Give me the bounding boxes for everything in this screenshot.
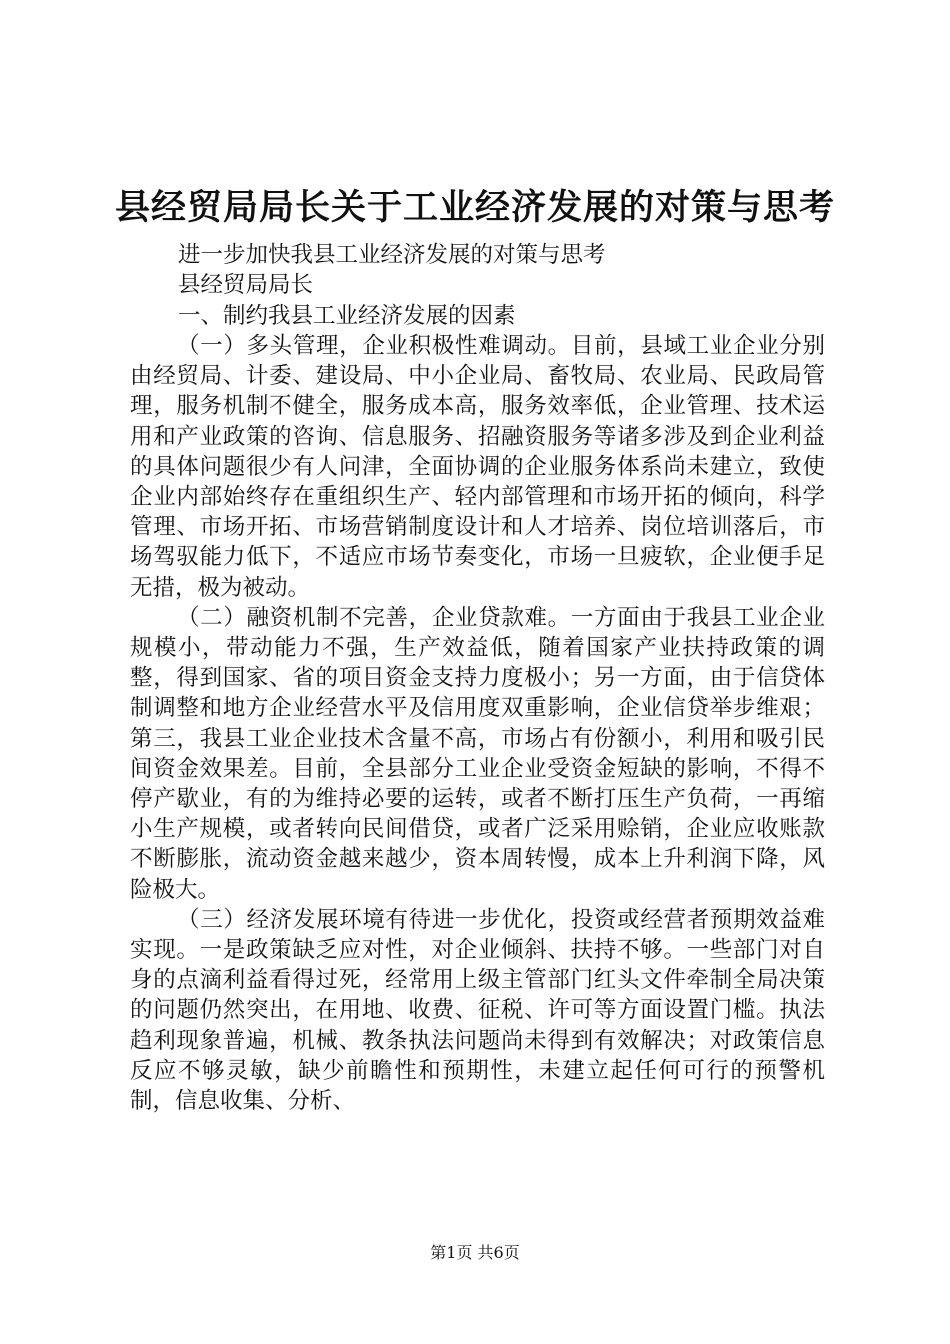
paragraph-3: （三）经济发展环境有待进一步优化，投资或经营者预期效益难实现。一是政策缺乏应对性，对企业倾斜、扶持不够。一些部门对自身的点滴利益看得过死，经常用上级主管部门红头文件牵制全局决策的问题仍然突出，在用地、收费、征税、许可等方面设置门槛。执法趋利现象普遍，机械、教条执法问题尚未得到有效解决；对政策信息反应不够灵敏，缺少前瞻性和预期性，未建立起任何可行的预警机制，信息收集、分析、 bbox=[130, 906, 825, 1115]
section-heading: 一、制约我县工业经济发展的因素 bbox=[178, 303, 516, 329]
page-footer: 第1页 共6页 bbox=[430, 1243, 520, 1262]
document-subtitle: 进一步加快我县工业经济发展的对策与思考 bbox=[178, 242, 606, 268]
paragraph-2: （二）融资机制不完善，企业贷款难。一方面由于我县工业企业规模小，带动能力不强，生产效益低，随着国家产业扶持政策的调整，得到国家、省的项目资金支持力度极小；另一方面，由于信贷体制调整和地方企业经营水平及信用度双重影响，企业信贷举步维艰；第三，我县工业企业技术含量不高，市场占有份额小，利用和吸引民间资金效果差。目前，全县部分工业企业受资金短缺的影响，不得不停产歇业，有的为维持必要的运转，或者不断打压生产负荷，一再缩小生产规模，或者转向民间借贷，或者广泛采用赊销，企业应收账款不断膨胀，流动资金越来越少，资本周转慢，成本上升利润下降，风险极大。 bbox=[130, 604, 825, 903]
document-author: 县经贸局局长 bbox=[178, 272, 314, 298]
paragraph-1: （一）多头管理，企业积极性难调动。目前，县域工业企业分别由经贸局、计委、建设局、中小企业局、畜牧局、农业局、民政局管理，服务机制不健全，服务成本高，服务效率低，企业管理、技术运用和产业政策的咨询、信息服务、招融资服务等诸多涉及到企业利益的具体问题很少有人问津，全面协调的企业服务体系尚未建立，致使企业内部始终存在重组织生产、轻内部管理和市场开拓的倾向，科学管理、市场开拓、市场营销制度设计和人才培养、岗位培训落后，市场驾驭能力低下，不适应市场节奏变化，市场一旦疲软，企业便手足无措，极为被动。 bbox=[130, 333, 825, 601]
document-body bbox=[130, 331, 825, 1116]
document-title: 县经贸局局长关于工业经济发展的对策与思考 bbox=[114, 188, 835, 228]
